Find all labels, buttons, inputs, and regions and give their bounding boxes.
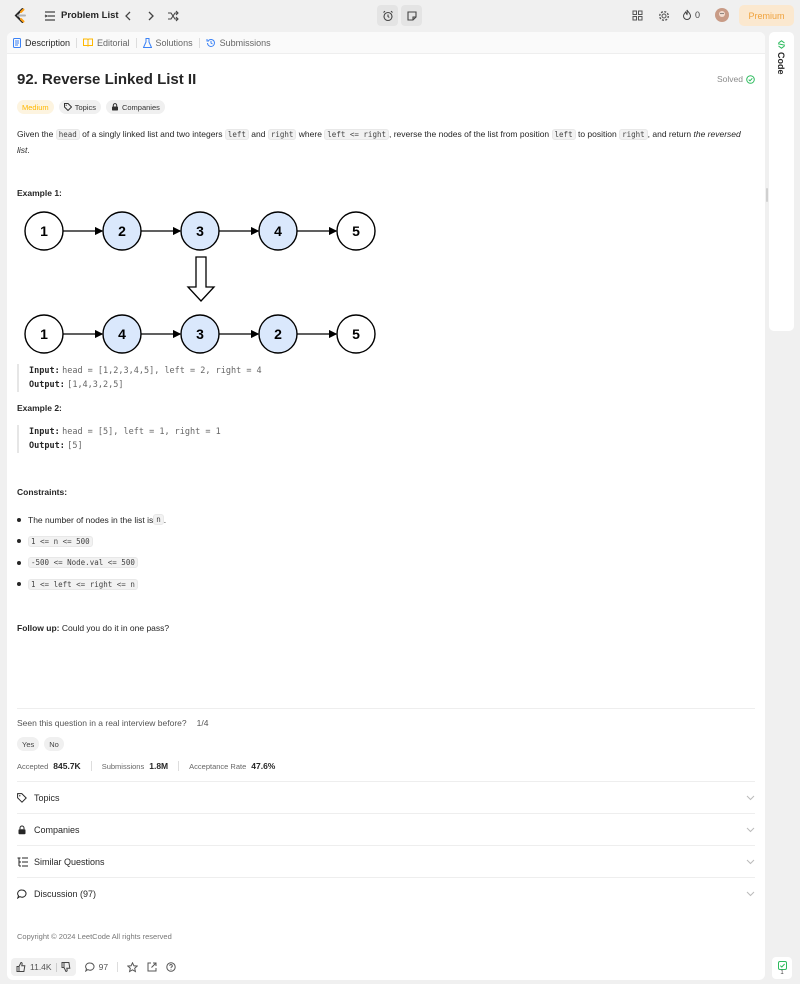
code-tab[interactable]: Code — [776, 40, 786, 75]
interview-question: Seen this question in a real interview before? 1/4 — [17, 718, 209, 728]
follow-up: Follow up: Could you do it in one pass? — [17, 623, 170, 633]
streak-count: 0 — [695, 9, 701, 20]
before-node-label: 5 — [352, 223, 360, 239]
before-node-label: 3 — [196, 223, 204, 239]
avatar[interactable] — [715, 8, 729, 22]
list-item: 1 <= n <= 500 — [17, 531, 166, 553]
comments-button[interactable] — [85, 962, 108, 972]
chevron-down-icon — [746, 825, 755, 835]
problem-description: Given the head of a singly linked list and two integers left and right where left <= right , reverse the nodes of the list from position left to position right , and return the reversed list. — [17, 129, 741, 155]
before-node-label: 1 — [40, 223, 48, 239]
comment-count: 97 — [98, 962, 109, 972]
solved-status: Solved — [717, 74, 755, 84]
shuffle-icon[interactable] — [165, 8, 180, 23]
document-icon — [13, 38, 21, 48]
problem-stats: Accepted 845.7K Submissions 1.8M Acceptance Rate 47.6% — [17, 761, 276, 771]
after-node-label: 1 — [40, 326, 48, 342]
interview-answers — [17, 737, 64, 751]
flame-icon — [682, 9, 692, 20]
list-tree-icon — [17, 857, 28, 867]
like-count: 11.4K — [30, 962, 52, 972]
difficulty-badge: Medium — [17, 100, 54, 114]
accordion-companies[interactable]: Companies — [17, 814, 755, 845]
problem-title[interactable]: 92. Reverse Linked List II — [17, 71, 197, 88]
problem-tags — [17, 100, 165, 114]
interview-fraction: 1/4 — [196, 718, 209, 728]
accordion-similar-questions[interactable]: Similar Questions — [17, 846, 755, 877]
gear-icon[interactable] — [656, 8, 671, 23]
thumbs-up-icon — [16, 962, 26, 972]
check-circle-icon — [746, 75, 755, 84]
chevron-down-icon — [746, 889, 755, 899]
tag-icon — [17, 793, 27, 803]
constraints-heading: Constraints: — [17, 487, 68, 497]
list-item: The number of nodes in the list is n . — [17, 509, 166, 531]
notes-button[interactable] — [401, 5, 422, 26]
after-node-label: 2 — [274, 326, 282, 342]
streak-counter[interactable] — [682, 9, 700, 20]
tab-editorial[interactable]: Editorial — [77, 38, 136, 48]
star-icon[interactable] — [127, 962, 138, 973]
lock-icon — [17, 825, 27, 835]
leetcode-logo-icon[interactable] — [12, 7, 29, 24]
topics-chip[interactable]: Topics — [59, 100, 101, 114]
history-icon — [206, 38, 216, 48]
problem-list-icon[interactable] — [42, 8, 57, 23]
alarm-clock-icon — [382, 10, 394, 22]
example-1-heading: Example 1: — [17, 188, 62, 198]
code-panel-collapsed[interactable] — [769, 32, 794, 331]
down-arrow-icon — [188, 257, 214, 301]
chevron-down-icon — [746, 793, 755, 803]
help-icon[interactable] — [166, 962, 176, 972]
no-button[interactable]: No — [44, 737, 64, 751]
companies-chip[interactable]: Companies — [106, 100, 165, 114]
book-icon — [83, 38, 93, 47]
tab-submissions[interactable]: Submissions — [200, 38, 277, 48]
top-navbar — [0, 0, 800, 31]
copyright: Copyright © 2024 LeetCode All rights reserved — [17, 932, 172, 941]
example-1-block: Input: head = [1,2,3,4,5], left = 2, right = 4 Output: [1,4,3,2,5] — [17, 364, 262, 392]
linked-list-diagram — [14, 207, 384, 359]
constraints-list — [17, 509, 166, 595]
lock-icon — [111, 103, 119, 111]
chevron-down-icon — [746, 857, 755, 867]
tab-description[interactable]: Description — [7, 38, 76, 48]
accordion-discussion[interactable]: Discussion (97) — [17, 878, 755, 909]
layout-grid-icon[interactable] — [630, 8, 645, 23]
testcase-panel-collapsed[interactable]: 1 — [772, 957, 792, 979]
problem-list-label[interactable]: Problem List — [61, 10, 119, 21]
description-panel — [7, 32, 765, 980]
chevron-right-icon[interactable] — [143, 8, 158, 23]
tag-icon — [64, 103, 72, 111]
after-node-label: 5 — [352, 326, 360, 342]
chevron-left-icon[interactable] — [120, 8, 135, 23]
before-node-label: 4 — [274, 223, 282, 239]
share-icon[interactable] — [147, 962, 157, 972]
example-2-block: Input: head = [5], left = 1, right = 1 Output: [5] — [17, 425, 221, 453]
checkbox-icon — [778, 961, 787, 970]
timer-button[interactable] — [377, 5, 398, 26]
yes-button[interactable]: Yes — [17, 737, 39, 751]
panel-tabs — [7, 32, 765, 54]
note-icon — [406, 10, 418, 22]
tab-solutions[interactable]: Solutions — [137, 38, 199, 48]
premium-button[interactable]: Premium — [739, 5, 794, 26]
accordion-topics[interactable]: Topics — [17, 782, 755, 813]
comment-icon — [85, 962, 95, 972]
like-button[interactable] — [11, 958, 76, 976]
thumbs-down-icon[interactable] — [61, 962, 71, 972]
code-icon — [777, 40, 786, 49]
list-item: -500 <= Node.val <= 500 — [17, 552, 166, 574]
list-item: 1 <= left <= right <= n — [17, 574, 166, 596]
after-node-label: 3 — [196, 326, 204, 342]
divider — [17, 708, 755, 709]
example-2-heading: Example 2: — [17, 403, 62, 413]
bottom-action-bar — [7, 954, 765, 980]
comment-icon — [17, 889, 27, 899]
flask-icon — [143, 38, 152, 48]
panel-resize-handle[interactable] — [766, 188, 768, 202]
after-node-label: 4 — [118, 326, 126, 342]
before-node-label: 2 — [118, 223, 126, 239]
